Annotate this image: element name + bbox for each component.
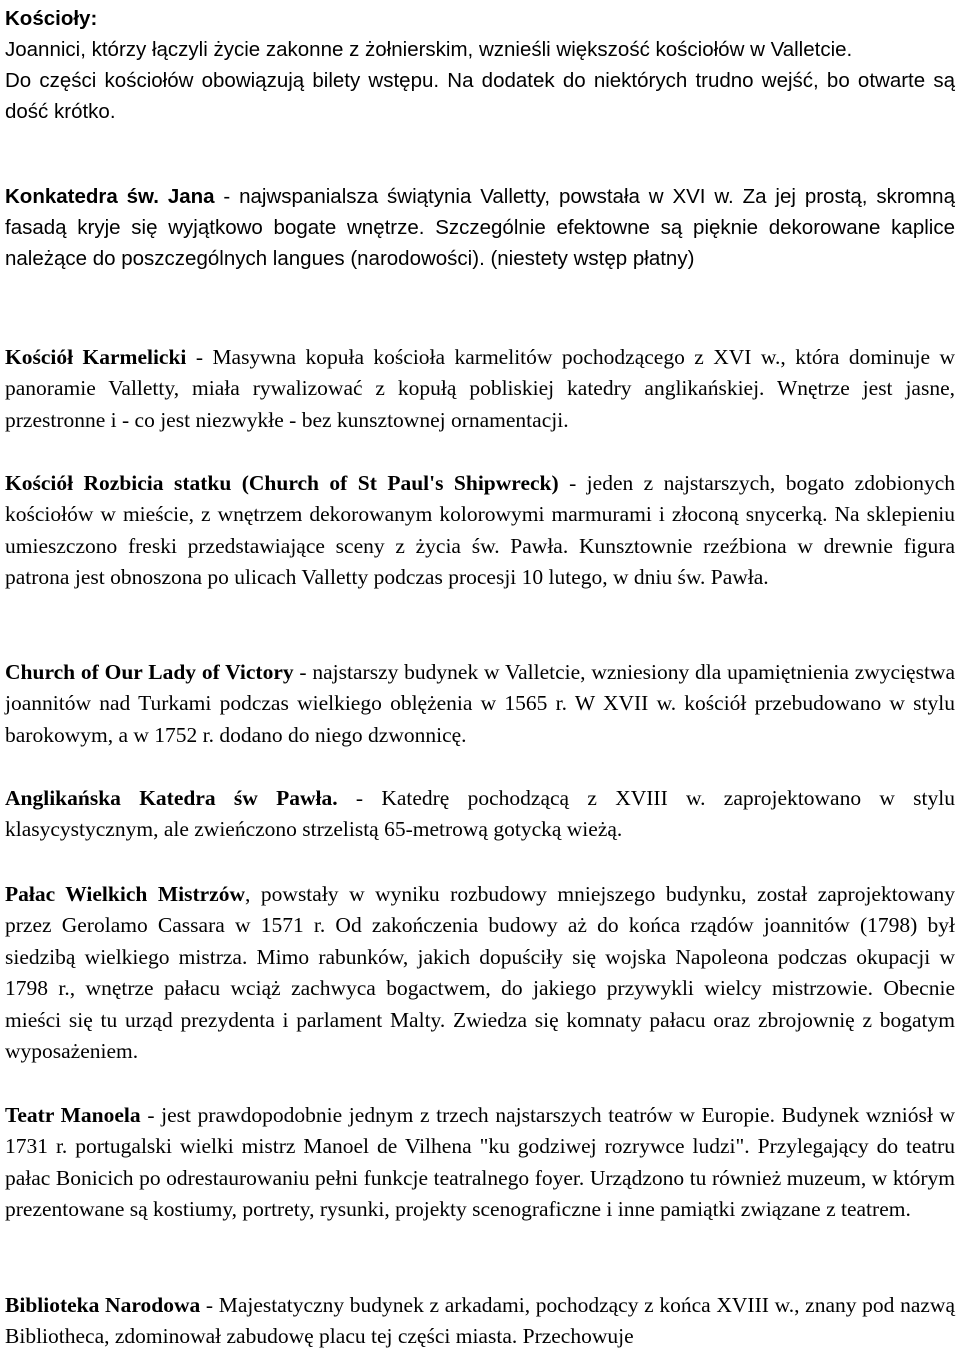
intro-paragraph-1: Joannici, którzy łączyli życie zakonne z żołnierskim, wznieśli większość kościołów w Valletcie. — [5, 38, 853, 61]
entry-biblioteka-narodowa — [5, 1290, 955, 1353]
section-intro — [5, 3, 955, 127]
entry-paragraph — [5, 879, 955, 1067]
entry-anglikanska-katedra — [5, 783, 955, 846]
entry-title: Anglikańska Katedra św Pawła. — [5, 786, 338, 810]
entry-title: Pałac Wielkich Mistrzów — [5, 882, 246, 906]
entry-title: Church of Our Lady of Victory — [5, 660, 294, 684]
entry-paragraph — [5, 181, 955, 274]
entry-rozbicia-statku — [5, 468, 955, 594]
entry-our-lady-of-victory — [5, 657, 955, 751]
entry-text: - najwspanialsza świątynia Valletty, powstała w XVI w. Za jej prostą, skromną fasadą kryje się wyjątkowo bogate wnętrze. Szczególnie efektowne są pięknie dekorowane kaplice należące do poszczególnych langues (narodowości). (niestety wstęp płatny) — [5, 185, 955, 270]
entry-paragraph — [5, 468, 955, 594]
entry-karmelicki — [5, 342, 955, 436]
entry-text: - Masywna kopuła kościoła karmelitów pochodzącego z XVI w., która dominuje w panoramie Valletty, miała rywalizować z kopułą pobliskiej katedry anglikańskiej. Wnętrze jest jasne, przestronne i - co jest niezwykłe - bez kunsztownej ornamentacji. — [5, 345, 955, 432]
entry-paragraph — [5, 657, 955, 751]
entry-text: - Majestatyczny budynek z arkadami, pochodzący z końca XVIII w., znany pod nazwą Bibliotheca, zdominował zabudowę placu tej części miasta. Przechowuje — [5, 1293, 955, 1349]
entry-text: , powstały w wyniku rozbudowy mniejszego budynku, został zaprojektowany przez Gerolamo Cassara w 1571 r. Od zakończenia budowy aż do końca rządów joannitów (1798) był siedzibą wielkiego mistrza. Mimo rabunków, jakich dopuściły się wojska Napoleona podczas okupacji w 1798 r., wnętrze pałacu wciąż zachwyca bogactwem, do jakiego przywykli wielcy mistrzowie. Obecnie mieści się tu urząd prezydenta i parlament Malty. Zwiedza się komnaty pałacu oraz zbrojownię z bogatym wyposażeniem. — [5, 882, 955, 1064]
entry-teatr-manoela — [5, 1100, 955, 1226]
entry-paragraph — [5, 1100, 955, 1226]
entry-paragraph — [5, 342, 955, 436]
entry-title: Teatr Manoela — [5, 1103, 141, 1127]
entry-title: Biblioteka Narodowa — [5, 1293, 201, 1317]
entry-title: Kościół Rozbicia statku (Church of St Paul's Shipwreck) — [5, 471, 559, 495]
entry-paragraph — [5, 783, 955, 846]
entry-paragraph — [5, 1290, 955, 1353]
entry-palac-wielkich-mistrzow — [5, 879, 955, 1067]
entry-konkatedra — [5, 181, 955, 274]
entry-text: - najstarszy budynek w Valletcie, wzniesiony dla upamiętnienia zwycięstwa joannitów nad Turkami podczas wielkiego oblężenia w 1565 r. W XVII w. kościół przebudowano w stylu barokowym, a w 1752 r. dodano do niego dzwonnicę. — [5, 660, 955, 747]
page-title: Kościoły: — [5, 7, 98, 30]
entry-text: - Katedrę pochodzącą z XVIII w. zaprojektowano w stylu klasycystycznym, ale zwieńczono strzelistą 65-metrową gotycką wieżą. — [5, 786, 955, 842]
entry-text: - jest prawdopodobnie jednym z trzech najstarszych teatrów w Europie. Budynek wzniósł w 1731 r. portugalski wielki mistrz Manoel de Vilhena "ku godziwej rozrywce ludzi". Przylegający do teatru pałac Bonicich po odrestaurowaniu pełni funkcje teatralnego foyer. Urządzono tu również muzeum, w którym prezentowane są kostiumy, portrety, rysunki, projekty scenograficzne i inne pamiątki związane z teatrem. — [5, 1103, 955, 1222]
entry-title: Konkatedra św. Jana — [5, 185, 215, 208]
intro-paragraph-2: Do części kościołów obowiązują bilety wstępu. Na dodatek do niektórych trudno wejść, bo otwarte są dość krótko. — [5, 69, 955, 123]
entry-text: - jeden z najstarszych, bogato zdobionych kościołów w mieście, z wnętrzem dekorowanym kolorowymi marmurami i złoconą snycerką. Na sklepieniu umieszczono freski przedstawiające sceny z życia św. Pawła. Kunsztownie rzeźbiona w drewnie figura patrona jest obnoszona po ulicach Valletty podczas procesji 10 lutego, w dniu św. Pawła. — [5, 471, 955, 590]
entry-title: Kościół Karmelicki — [5, 345, 187, 369]
